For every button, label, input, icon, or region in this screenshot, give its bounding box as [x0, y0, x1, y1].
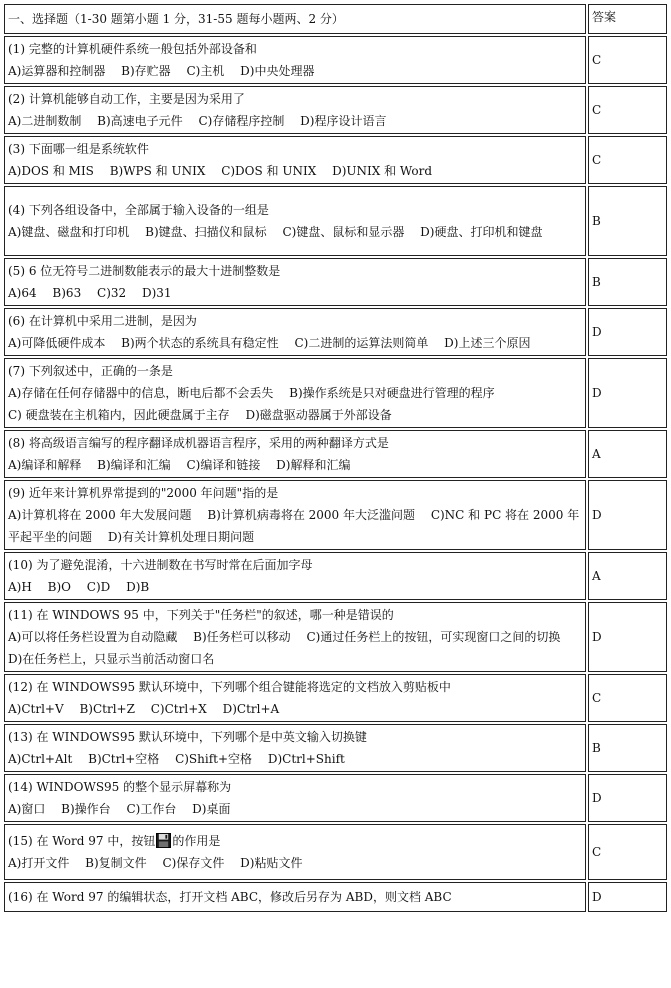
- question-row: [4, 824, 667, 880]
- question-options: A)打开文件 B)复制文件 C)保存文件 D)粘贴文件: [8, 856, 303, 870]
- answer-cell: C: [588, 136, 667, 184]
- question-options: A)64 B)63 C)32 D)31: [8, 286, 172, 300]
- answer-cell: D: [588, 774, 667, 822]
- question-stem-post: 的作用是: [172, 834, 221, 848]
- answer-cell: A: [588, 430, 667, 478]
- question-stem: (13) 在 WINDOWS95 默认环境中，下列哪个是中英文输入切换键: [8, 730, 367, 744]
- question-row: [4, 86, 667, 134]
- question-options: A)二进制数制 B)高速电子元件 C)存储程序控制 D)程序设计语言: [8, 114, 387, 128]
- question-row: [4, 430, 667, 478]
- question-options: C) 硬盘装在主机箱内，因此硬盘属于主存 D)磁盘驱动器属于外部设备: [8, 408, 392, 422]
- question-stem: (6) 在计算机中采用二进制，是因为: [8, 314, 197, 328]
- answer-cell: D: [588, 308, 667, 356]
- question-row: [4, 36, 667, 84]
- answer-cell: B: [588, 258, 667, 306]
- question-options: A)Ctrl+V B)Ctrl+Z C)Ctrl+X D)Ctrl+A: [8, 702, 280, 716]
- question-options: A)存储在任何存储器中的信息，断电后都不会丢失 B)操作系统是只对硬盘进行管理的程序: [8, 386, 495, 400]
- question-options: A)可降低硬件成本 B)两个状态的系统具有稳定性 C)二进制的运算法则简单 D)上述三个原因: [8, 336, 531, 350]
- question-row: [4, 308, 667, 356]
- question-stem-pre: (15) 在 Word 97 中，按钮: [8, 834, 156, 848]
- answer-cell: C: [588, 36, 667, 84]
- question-stem: (11) 在 WINDOWS 95 中，下列关于"任务栏"的叙述，哪一种是错误的: [8, 608, 394, 622]
- section-title: 一、选择题（1-30 题第小题 1 分，31-55 题每小题两、2 分）: [4, 4, 586, 34]
- answer-cell: B: [588, 724, 667, 772]
- question-cell: [4, 136, 586, 184]
- answer-cell: D: [588, 602, 667, 672]
- answer-cell: A: [588, 552, 667, 600]
- question-table: [2, 2, 669, 914]
- question-cell: [4, 674, 586, 722]
- question-stem: (4) 下列各组设备中，全部属于输入设备的一组是: [8, 203, 269, 217]
- question-options: A)计算机将在 2000 年大发展问题 B)计算机病毒将在 2000 年大泛滥问题 C)NC 和 PC 将在 2000 年平起平坐的问题 D)有关计算机处理日期问题: [8, 508, 580, 544]
- question-cell: [4, 774, 586, 822]
- question-cell: [4, 724, 586, 772]
- question-stem: (7) 下列叙述中，正确的一条是: [8, 364, 173, 378]
- question-row: [4, 136, 667, 184]
- question-stem: (8) 将高级语言编写的程序翻译成机器语言程序，采用的两种翻译方式是: [8, 436, 389, 450]
- question-options: A)编译和解释 B)编译和汇编 C)编译和链接 D)解释和汇编: [8, 458, 351, 472]
- question-stem: (16) 在 Word 97 的编辑状态，打开文档 ABC，修改后另存为 ABD，则文档 ABC: [8, 890, 452, 904]
- answer-cell: D: [588, 480, 667, 550]
- question-cell: [4, 430, 586, 478]
- question-stem: (3) 下面哪一组是系统软件: [8, 142, 149, 156]
- question-options: A)键盘、磁盘和打印机 B)键盘、扫描仪和鼠标 C)键盘、鼠标和显示器 D)硬盘、打印机和键盘: [8, 225, 543, 239]
- save-disk-icon: [156, 833, 171, 848]
- question-options: A)可以将任务栏设置为自动隐藏 B)任务栏可以移动 C)通过任务栏上的按钮，可实现窗口之间的切换 D)在任务栏上，只显示当前活动窗口名: [8, 630, 577, 666]
- question-row: [4, 602, 667, 672]
- question-cell: [4, 882, 586, 912]
- question-cell: [4, 186, 586, 256]
- question-options: A)DOS 和 MIS B)WPS 和 UNIX C)DOS 和 UNIX D)UNIX 和 Word: [8, 164, 433, 178]
- question-row: [4, 724, 667, 772]
- question-stem: (14) WINDOWS95 的整个显示屏幕称为: [8, 780, 232, 794]
- question-row: [4, 358, 667, 428]
- question-cell: [4, 480, 586, 550]
- question-stem: (1) 完整的计算机硬件系统一般包括外部设备和: [8, 42, 257, 56]
- answer-column-header: 答案: [588, 4, 667, 34]
- question-options: A)运算器和控制器 B)存贮器 C)主机 D)中央处理器: [8, 64, 315, 78]
- question-row: [4, 774, 667, 822]
- question-cell: [4, 358, 586, 428]
- question-row: [4, 552, 667, 600]
- header-row: [4, 4, 667, 34]
- question-options: A)H B)O C)D D)B: [8, 580, 150, 594]
- question-stem: (5) 6 位无符号二进制数能表示的最大十进制整数是: [8, 264, 281, 278]
- question-options: A)Ctrl+Alt B)Ctrl+空格 C)Shift+空格 D)Ctrl+Shift: [8, 752, 345, 766]
- question-row: [4, 882, 667, 912]
- question-cell: [4, 86, 586, 134]
- question-options: A)窗口 B)操作台 C)工作台 D)桌面: [8, 802, 231, 816]
- question-cell: [4, 308, 586, 356]
- question-row: [4, 674, 667, 722]
- answer-cell: D: [588, 882, 667, 912]
- question-cell: [4, 36, 586, 84]
- answer-cell: C: [588, 674, 667, 722]
- answer-cell: C: [588, 824, 667, 880]
- question-stem: (9) 近年来计算机界常提到的"2000 年问题"指的是: [8, 486, 279, 500]
- question-stem: [8, 830, 582, 852]
- answer-cell: B: [588, 186, 667, 256]
- question-cell: [4, 824, 586, 880]
- question-stem: (2) 计算机能够自动工作，主要是因为采用了: [8, 92, 245, 106]
- question-row: [4, 258, 667, 306]
- question-stem: (10) 为了避免混淆，十六进制数在书写时常在后面加字母: [8, 558, 313, 572]
- question-stem: (12) 在 WINDOWS95 默认环境中，下列哪个组合键能将选定的文档放入剪贴板中: [8, 680, 451, 694]
- question-cell: [4, 552, 586, 600]
- question-row: [4, 480, 667, 550]
- answer-cell: C: [588, 86, 667, 134]
- question-cell: [4, 602, 586, 672]
- question-cell: [4, 258, 586, 306]
- question-row: [4, 186, 667, 256]
- answer-cell: D: [588, 358, 667, 428]
